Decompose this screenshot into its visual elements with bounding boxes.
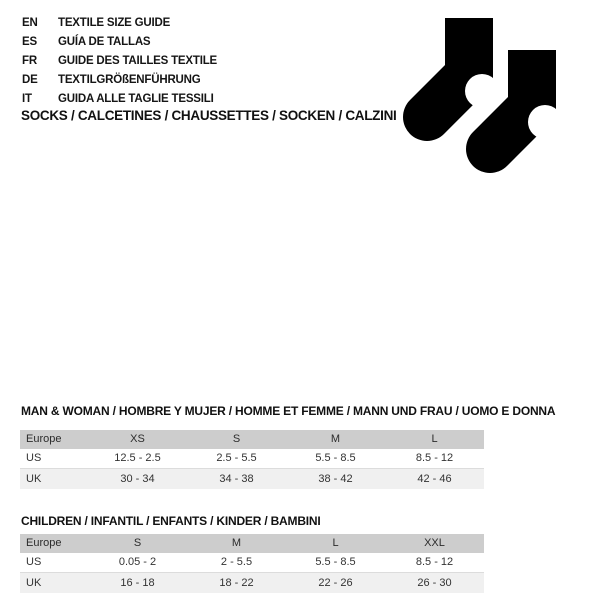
header-cell-region: Europe <box>26 537 62 549</box>
table-header-row <box>20 534 484 553</box>
table-title-children: CHILDREN / INFANTIL / ENFANTS / KINDER / BAMBINI <box>21 514 321 528</box>
size-value: 34 - 38 <box>219 473 254 485</box>
language-label: GUIDE DES TAILLES TEXTILE <box>58 55 217 67</box>
table-row-us <box>20 449 484 469</box>
category-title: SOCKS / CALCETINES / CHAUSSETTES / SOCKEN / CALZINI <box>21 108 397 123</box>
table-header-row <box>20 430 484 449</box>
size-table-man-woman <box>20 430 484 489</box>
language-row-de <box>22 71 217 90</box>
row-label: US <box>26 556 42 568</box>
language-label: TEXTILE SIZE GUIDE <box>58 17 171 29</box>
size-value: 8.5 - 12 <box>415 452 454 464</box>
header-cell-size: S <box>133 537 142 549</box>
size-table-children <box>20 534 484 593</box>
size-value: 38 - 42 <box>318 473 353 485</box>
language-label: GUIDA ALLE TAGLIE TESSILI <box>58 93 214 105</box>
row-label: UK <box>26 577 42 589</box>
language-code: FR <box>22 55 37 67</box>
language-code: DE <box>22 74 38 86</box>
language-row-it <box>22 90 217 109</box>
header-cell-size: L <box>332 537 339 549</box>
size-value: 18 - 22 <box>219 577 254 589</box>
table-row-us <box>20 553 484 573</box>
row-label: US <box>26 452 42 464</box>
size-value: 42 - 46 <box>417 473 452 485</box>
size-value: 16 - 18 <box>120 577 155 589</box>
size-value: 2 - 5.5 <box>220 556 253 568</box>
header-cell-size: L <box>431 433 438 445</box>
size-value: 26 - 30 <box>417 577 452 589</box>
language-row-fr <box>22 52 217 71</box>
table-row-uk <box>20 573 484 593</box>
size-value: 22 - 26 <box>318 577 353 589</box>
header-cell-size: XS <box>130 433 145 445</box>
size-value: 0.05 - 2 <box>118 556 157 568</box>
header-cell-size: XXL <box>424 537 445 549</box>
size-value: 30 - 34 <box>120 473 155 485</box>
language-row-en <box>22 14 217 33</box>
language-code: EN <box>22 17 38 29</box>
language-code: IT <box>22 93 32 105</box>
language-row-es <box>22 33 217 52</box>
language-label: TEXTILGRÖßENFÜHRUNG <box>58 74 201 86</box>
size-value: 5.5 - 8.5 <box>315 556 356 568</box>
row-label: UK <box>26 473 42 485</box>
table-row-uk <box>20 469 484 489</box>
size-value: 2.5 - 5.5 <box>216 452 257 464</box>
header-cell-size: M <box>330 433 341 445</box>
header-cell-region: Europe <box>26 433 62 445</box>
header-cell-size: S <box>232 433 241 445</box>
size-value: 8.5 - 12 <box>415 556 454 568</box>
language-list <box>22 14 217 109</box>
size-value: 12.5 - 2.5 <box>114 452 161 464</box>
language-label: GUÍA DE TALLAS <box>58 36 151 48</box>
table-title-man-woman: MAN & WOMAN / HOMBRE Y MUJER / HOMME ET FEMME / MANN UND FRAU / UOMO E DONNA <box>21 404 556 418</box>
header-cell-size: M <box>231 537 242 549</box>
size-value: 5.5 - 8.5 <box>315 452 356 464</box>
language-code: ES <box>22 36 37 48</box>
socks-icon <box>385 5 585 205</box>
